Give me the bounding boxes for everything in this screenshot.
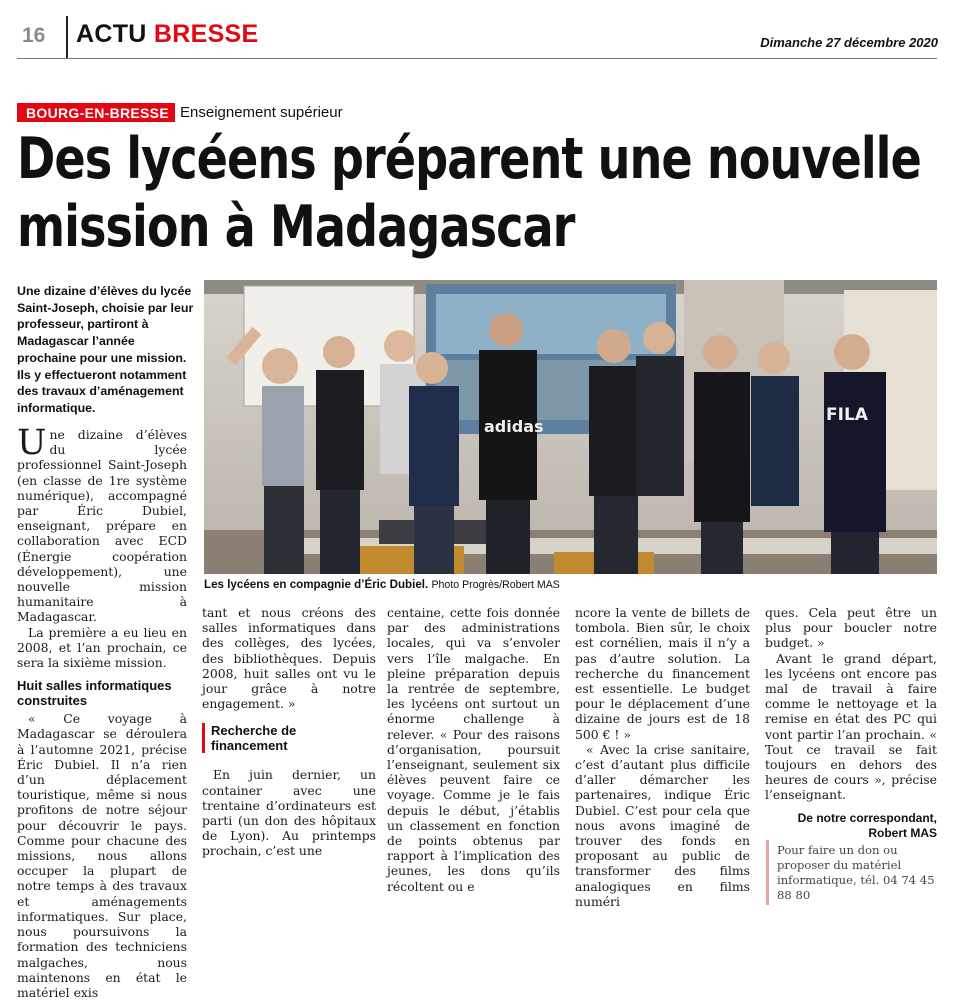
subhead-funding: Recherche de financement	[202, 723, 376, 753]
publication-date: Dimanche 27 décembre 2020	[760, 35, 938, 50]
article-photo	[204, 280, 937, 574]
paragraph-2: La première a eu lieu en 2008, et l’an prochain, ce sera la sixième mission.	[17, 624, 187, 671]
header-divider	[66, 16, 68, 58]
headline	[17, 126, 921, 262]
paragraph-4-part-2: centaine, cette fois donnée par des administrations locales, qui va s’envoler vers l’île malgache. En pleine préparation depuis la rentrée de septembre, les lycéens ont surtout un énorme challenge à relever. « Pour des raisons d’organisation, poursuit l’enseignant, seulement six élèves peuvent faire ce voyage. Comme je le fais depuis le début, j’établis un classement en fonction de points obtenus par rapport à l’implication des jeunes, les dons qu’ils récoltent ou e	[387, 605, 560, 894]
paragraph-3-part-2: tant et nous créons des salles informatiques dans des collèges, des lycées, des bibliothèques. Depuis 2008, huit salles ont vu le jour grâce à notre engagement. »	[202, 605, 376, 712]
signature-author: Robert MAS	[868, 825, 937, 840]
photo-credit: Photo Progrès/Robert MAS	[431, 579, 560, 591]
page-number: 16	[22, 24, 46, 47]
paragraph-4-part-3: ncore la vente de billets de tombola. Bien sûr, le choix est cornélien, mais il n’y a pas d’autre solution. La recherche du financement est essentielle. Le budget pour le déplacement d’une dizaine de jours est de 18 500 € ! »	[575, 605, 750, 742]
headline-line-1: Des lycéens préparent une nouvelle	[17, 126, 921, 192]
signature	[765, 811, 937, 841]
paragraph-6: Avant le grand départ, les lycéens ont encore pas mal de travail à faire comme le nettoyage et la remise en état des PC qui vont partir l’an prochain. « Tout ce travail se fait toujours en dehors des heures de cours », précise l’enseignant.	[765, 650, 937, 803]
jersey-brand-2: FILA	[826, 405, 868, 425]
headline-line-2: mission à Madagascar	[17, 193, 575, 260]
paragraph-4-part-1: En juin dernier, un container avec une trentaine d’ordinateurs est parti (un don des hôpitaux de Lyon). Au printemps prochain, c’est une	[202, 767, 376, 859]
paragraph-3-part-1: « Ce voyage à Madagascar se déroulera à l’automne 2021, précise Éric Dubiel. Il n’a rien d’un déplacement touristique, même si nous profitons de notre séjour pour découvrir le pays. Comme pour chacune des missions, nous allons occuper la plupart de notre temps à des travaux et aménagements informatiques. Sur place, nous poursuivons la formation des techniciens malgaches, nous maintenons en état le matériel exis	[17, 711, 187, 1000]
article-column-3	[387, 605, 560, 894]
article-column-1	[17, 423, 187, 1000]
paragraph-1-text: ne dizaine d’élèves du lycée professionnel Saint-Joseph (en classe de 1re système numérique), accompagné par Éric Dubiel, enseignant, prépare en collaboration avec ECD (Énergie coopération développement), une nouvelle mission humanitaire à Madagascar.	[17, 427, 187, 625]
article-column-5	[765, 605, 937, 841]
donation-info-box: Pour faire un don ou proposer du matériel informatique, tél. 04 74 45 88 80	[766, 840, 937, 905]
paragraph-5-part-1: « Avec la crise sanitaire, c’est d’autant plus difficile d’aller démarcher les partenaires, indique Éric Dubiel. C’est pour cela que nous avons imaginé de trouver des fonds en proposant au public de transformer des films analogiques en films numéri	[575, 741, 750, 909]
drop-cap: U	[17, 423, 47, 463]
section-title	[76, 20, 259, 49]
section-title-word1: ACTU	[76, 20, 147, 48]
signature-line-1: De notre correspondant,	[797, 810, 937, 825]
photo-caption	[204, 578, 560, 591]
article-column-2	[202, 605, 376, 859]
subhead-computer-rooms: Huit salles informatiques construites	[17, 678, 172, 709]
location-tag: BOURG-EN-BRESSE	[17, 103, 175, 122]
category-label: Enseignement supérieur	[180, 104, 343, 121]
article-column-4	[575, 605, 750, 909]
section-title-word2: BRESSE	[153, 20, 259, 48]
header-rule	[17, 58, 937, 59]
paragraph-5-part-2: ques. Cela peut être un plus pour boucler notre budget. »	[765, 605, 937, 651]
article-lead: Une dizaine d’élèves du lycée Saint-Joseph, choisie par leur professeur, partiront à Madagascar l’année prochaine pour une mission. Ils y effectueront notamment des travaux d’aménagement informatique.	[17, 284, 194, 415]
jersey-brand-1: adidas	[484, 417, 544, 436]
classroom-photo	[204, 280, 937, 574]
caption-text: Les lycéens en compagnie d’Éric Dubiel.	[204, 578, 429, 591]
paragraph-1	[17, 423, 187, 625]
